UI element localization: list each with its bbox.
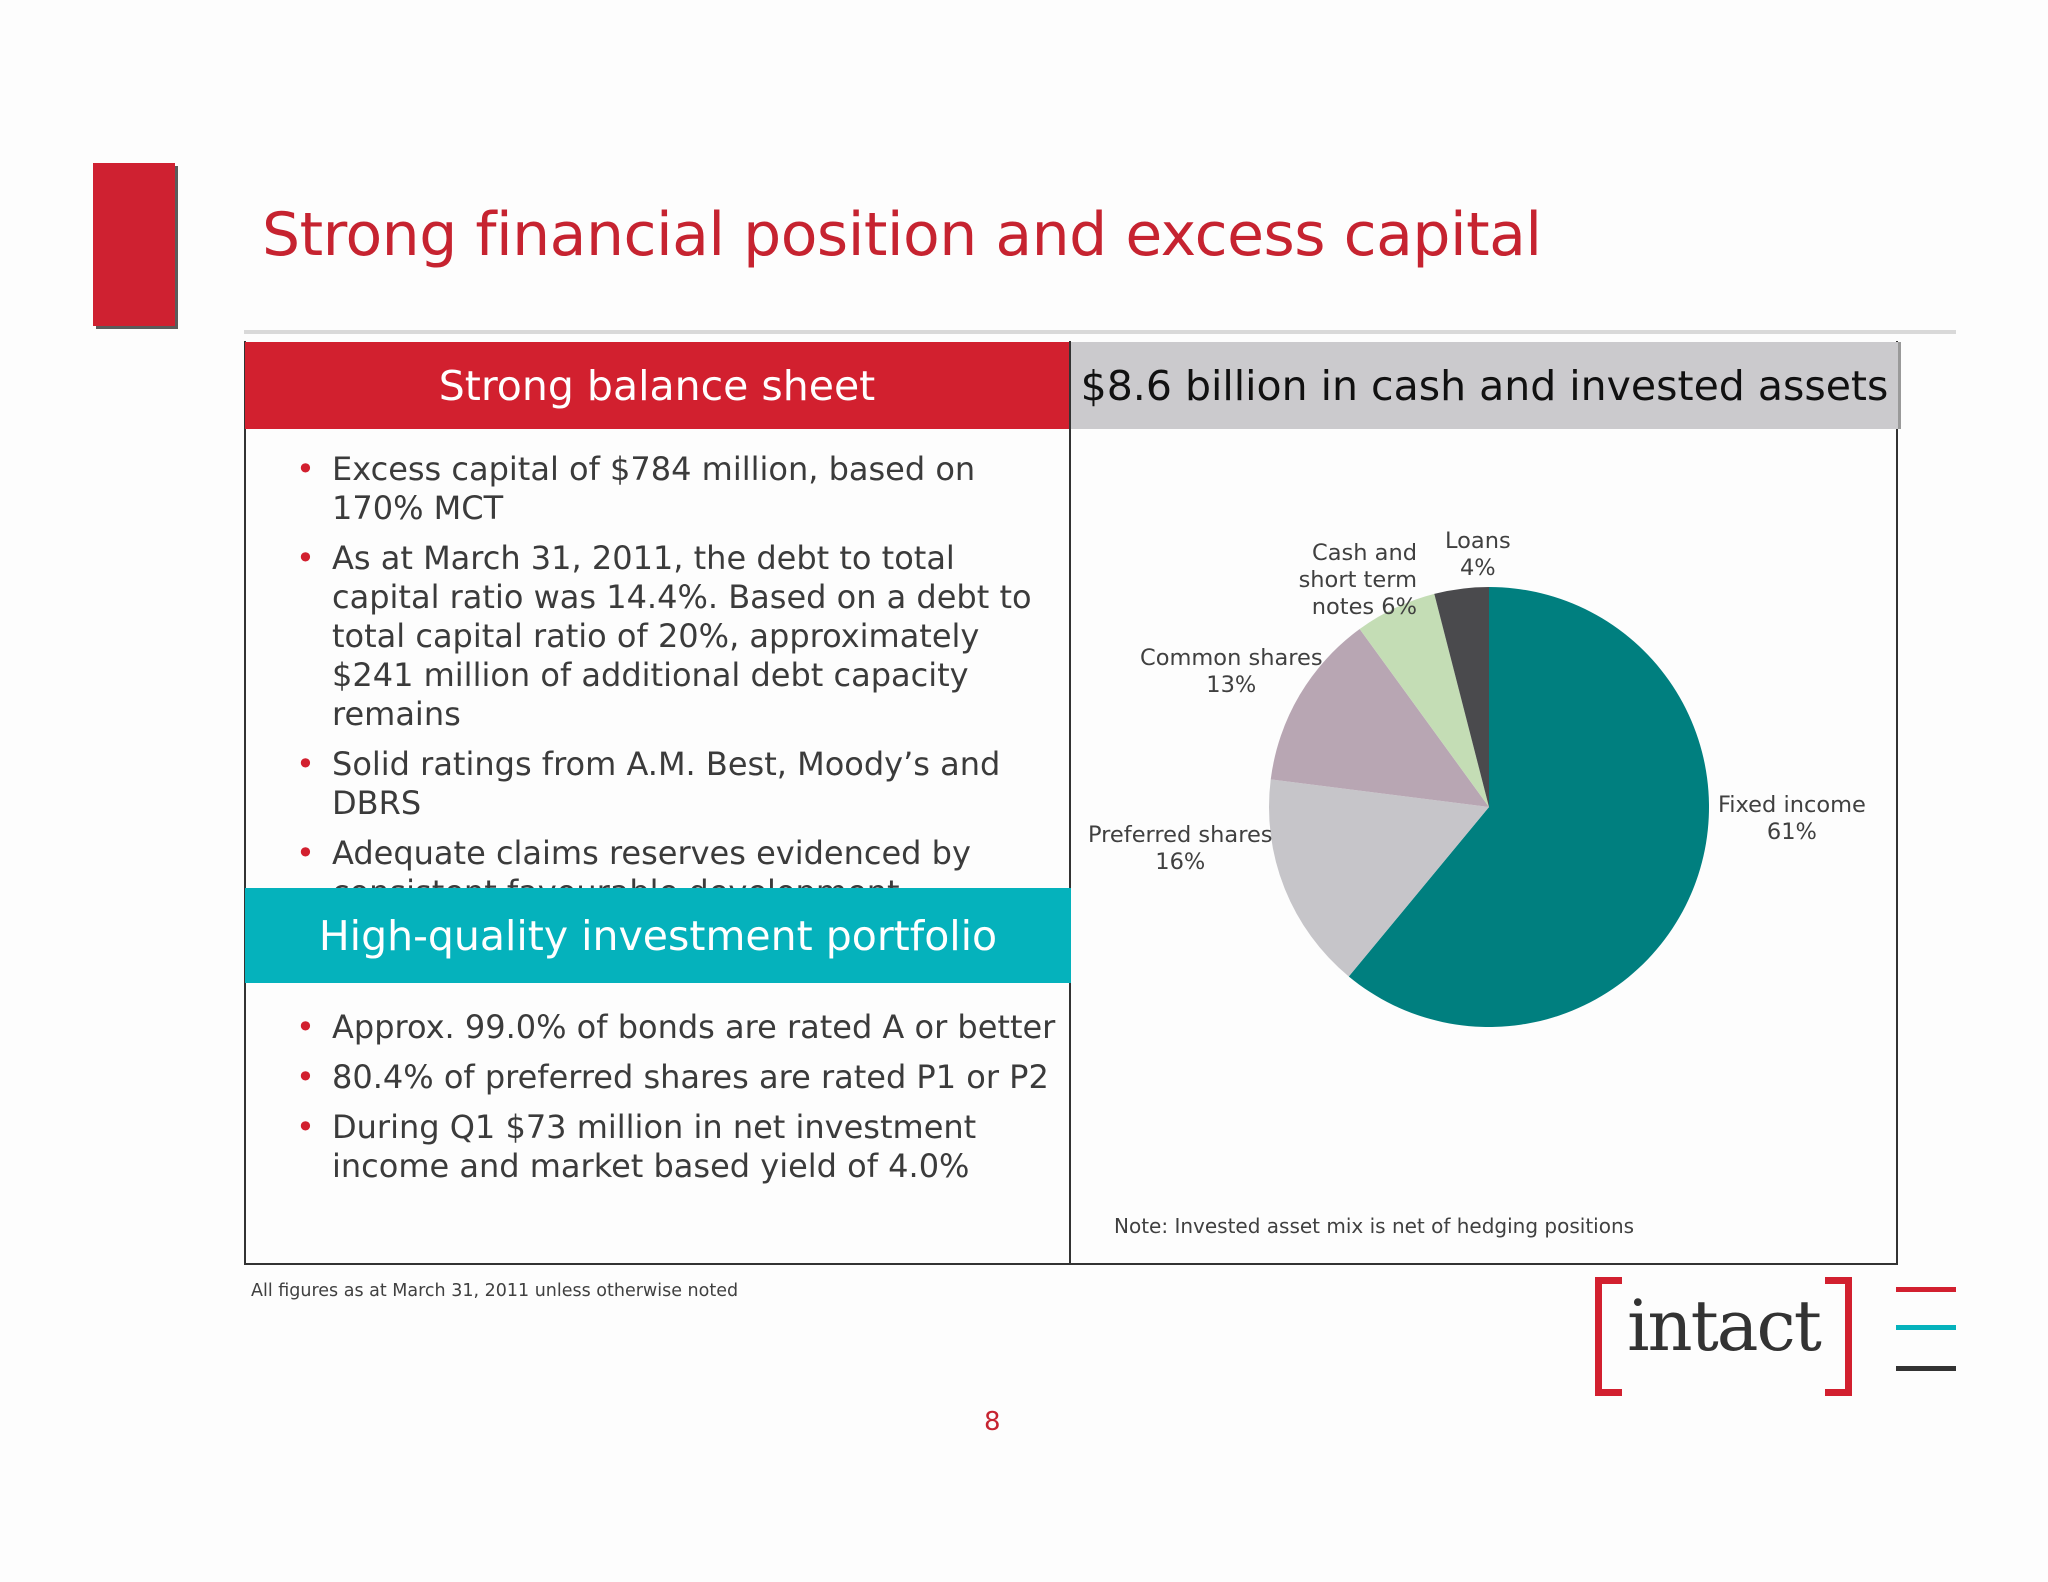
list-item: • Adequate claims reserves evidenced by — [296, 834, 1056, 912]
slide-title: Strong financial position and excess capital — [262, 200, 1542, 270]
investment-portfolio-header: High-quality investment portfolio — [245, 888, 1071, 983]
logo-wordmark: intact — [1627, 1285, 1820, 1367]
list-item: • 80.4% of preferred shares are rated P1 or P2 — [296, 1058, 1056, 1097]
pie-label-common-shares — [1140, 645, 1323, 699]
pie-label-value: 61% — [1766, 819, 1817, 845]
pie-label-name: Cash and short term notes — [1298, 540, 1417, 620]
decor-line-red — [1896, 1287, 1956, 1292]
balance-sheet-header: Strong balance sheet — [245, 342, 1069, 429]
pie-label-name: Loans — [1445, 528, 1511, 554]
pie-label-value: 4% — [1459, 555, 1496, 581]
pie-label-preferred-shares — [1088, 822, 1273, 876]
footnote: All figures as at March 31, 2011 unless otherwise noted — [251, 1281, 739, 1301]
list-item: • Approx. 99.0% of bonds are rated A or better — [296, 1008, 1056, 1047]
pie-label-cash-short-term-notes — [1255, 540, 1417, 621]
pie-label-name: Preferred shares — [1088, 822, 1273, 848]
logo-bracket-right — [1825, 1277, 1852, 1396]
pie-label-name: Common shares — [1140, 645, 1323, 671]
pie-label-loans — [1445, 528, 1511, 582]
pie-label-value: 16% — [1155, 849, 1206, 875]
intact-logo — [1595, 1277, 1852, 1388]
decor-line-dark — [1896, 1366, 1956, 1371]
pie-label-value: 13% — [1206, 672, 1257, 698]
pie-label-name: Fixed income — [1718, 792, 1866, 818]
decor-line-teal — [1896, 1325, 1956, 1330]
list-item: • During Q1 $73 million in net investment income and market based yield of 4.0% — [296, 1108, 1056, 1186]
page-number: 8 — [984, 1407, 1001, 1437]
list-item: • As at March 31, 2011, the debt to total capital ratio was 14.4%. Based on a debt to total capital ratio of 20%, approximately $241 million of additional debt capacity remains — [296, 539, 1056, 734]
assets-header: $8.6 billion in cash and invested assets — [1071, 342, 1898, 429]
list-item: • Solid ratings from A.M. Best, Moody’s and DBRS — [296, 745, 1056, 823]
pie-label-value: 6% — [1381, 594, 1417, 620]
pie-label-fixed-income — [1718, 792, 1866, 846]
chart-note: Note: Invested asset mix is net of hedging positions — [1114, 1214, 1635, 1238]
list-item: • Excess capital of $784 million, based on 170% MCT — [296, 450, 1056, 528]
